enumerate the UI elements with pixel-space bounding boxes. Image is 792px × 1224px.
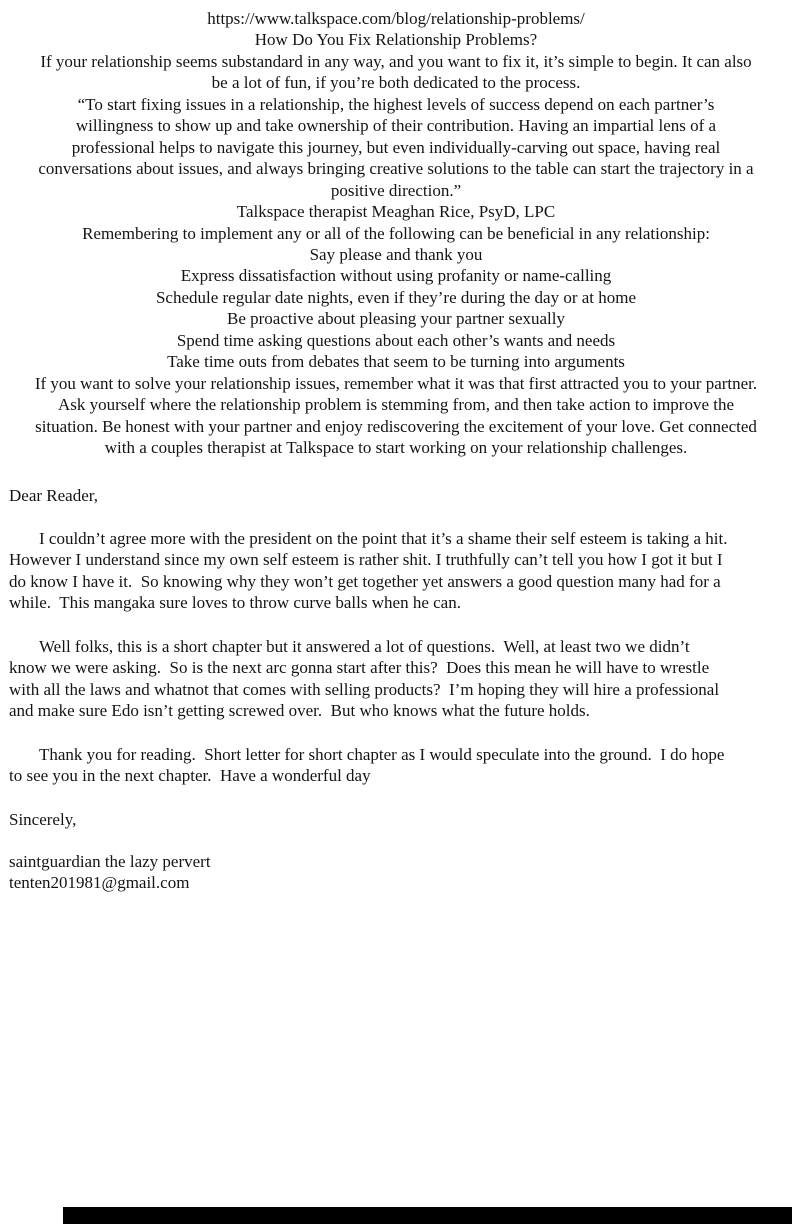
letter-paragraph-line: with all the laws and whatnot that comes with selling products? I’m hoping they will hire a professional (9, 679, 720, 699)
letter-paragraph-1 (9, 528, 783, 614)
letter-paragraph-line: while. This mangaka sure loves to throw curve balls when he can. (9, 593, 461, 613)
signature-block (9, 851, 783, 894)
signature-email: tenten201981@gmail.com (9, 873, 190, 893)
article-closing-line: Ask yourself where the relationship problem is stemming from, and then take action to improve the (57, 395, 735, 415)
letter-paragraph-3 (9, 744, 783, 787)
tip-item: Be proactive about pleasing your partner sexually (227, 309, 565, 329)
letter-body (9, 485, 783, 894)
article-quote-line: professional helps to navigate this journey, but even individually-carving out space, having real (71, 137, 721, 157)
article-closing (9, 373, 783, 459)
article-quote-line: willingness to show up and take ownership of their contribution. Having an impartial lens of a (75, 116, 717, 136)
article-url: https://www.talkspace.com/blog/relationship-problems/ (207, 9, 585, 28)
article-header (9, 8, 783, 459)
article-intro-line: If your relationship seems substandard in any way, and you want to fix it, it’s simple to begin. It can also (40, 51, 752, 71)
article-closing-line: situation. Be honest with your partner and enjoy rediscovering the excitement of your love. Get connected (35, 416, 757, 436)
signature-name: saintguardian the lazy pervert (9, 851, 211, 871)
tip-item: Take time outs from debates that seem to be turning into arguments (167, 352, 625, 372)
letter-paragraph-2 (9, 636, 783, 722)
salutation: Dear Reader, (9, 485, 98, 505)
letter-paragraph-line: know we were asking. So is the next arc gonna start after this? Does this mean he will have to wrestle (9, 658, 710, 678)
article-intro-line: be a lot of fun, if you’re both dedicated to the process. (211, 73, 581, 93)
letter-paragraph-line: to see you in the next chapter. Have a wonderful day (9, 766, 371, 786)
letter-paragraph-line: Well folks, this is a short chapter but it answered a lot of questions. Well, at least two we didn’t (39, 636, 690, 656)
signoff: Sincerely, (9, 809, 77, 829)
article-quote-line: “To start fixing issues in a relationship, the highest levels of success depend on each partner’s (77, 94, 715, 114)
article-quote-line: positive direction.” (330, 180, 462, 200)
article-intro (9, 51, 783, 94)
article-closing-line: If you want to solve your relationship issues, remember what it was that first attracted you to your partner. (34, 373, 758, 393)
tip-item: Spend time asking questions about each other’s wants and needs (176, 330, 616, 350)
letter-paragraph-line: Thank you for reading. Short letter for short chapter as I would speculate into the ground. I do hope (39, 744, 725, 764)
article-quote (9, 94, 783, 201)
letter-paragraph-line: However I understand since my own self esteem is rather shit. I truthfully can’t tell you how I got it but I (9, 550, 723, 570)
letter-paragraph-line: I couldn’t agree more with the president on the point that it’s a shame their self esteem is taking a hit. (39, 528, 728, 548)
quote-attribution: Talkspace therapist Meaghan Rice, PsyD, LPC (236, 202, 556, 222)
tip-item: Express dissatisfaction without using profanity or name-calling (180, 266, 612, 286)
letter-paragraph-line: do know I have it. So knowing why they won’t get together yet answers a good question many had for a (9, 571, 721, 591)
article-quote-line: conversations about issues, and always bringing creative solutions to the table can start the trajectory in a (38, 159, 754, 179)
tip-item: Schedule regular date nights, even if they’re during the day or at home (155, 287, 637, 307)
tips-intro: Remembering to implement any or all of the following can be beneficial in any relationship: (82, 223, 710, 243)
tips-list (9, 244, 783, 373)
article-title: How Do You Fix Relationship Problems? (254, 30, 538, 50)
tip-item: Say please and thank you (309, 244, 483, 264)
letter-paragraph-line: and make sure Edo isn’t getting screwed over. But who knows what the future holds. (9, 701, 590, 721)
scan-artifact-bar (63, 1207, 792, 1224)
article-closing-line: with a couples therapist at Talkspace to start working on your relationship challenges. (104, 438, 688, 458)
